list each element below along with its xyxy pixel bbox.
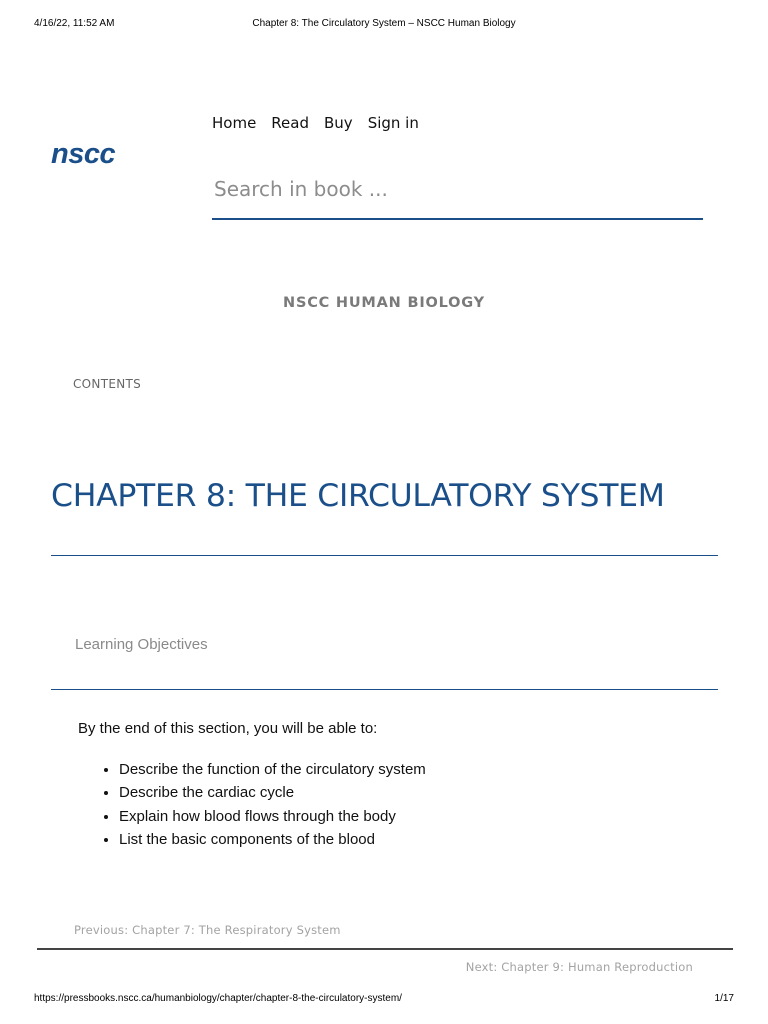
nav-sign-in-link[interactable]: Sign in [367, 114, 419, 132]
print-page-number: 1/17 [714, 993, 734, 1004]
chapter-title: CHAPTER 8: THE CIRCULATORY SYSTEM [51, 478, 665, 514]
list-item: • List the basic components of the blood [119, 828, 426, 851]
print-date: 4/16/22, 11:52 AM [34, 18, 115, 29]
next-chapter-link[interactable]: Next: Chapter 9: Human Reproduction [465, 960, 693, 974]
learning-objectives-list [100, 758, 426, 851]
contents-toggle[interactable]: CONTENTS [73, 377, 142, 391]
learning-objectives-intro: By the end of this section, you will be able to: [78, 720, 378, 737]
nav-home-link[interactable]: Home [212, 114, 257, 132]
nav-read-link[interactable]: Read [271, 114, 309, 132]
list-item: • Describe the cardiac cycle [119, 781, 426, 804]
print-url: https://pressbooks.nscc.ca/humanbiology/chapter/chapter-8-the-circulatory-system/ [34, 993, 402, 1004]
nav-buy-link[interactable]: Buy [324, 114, 353, 132]
primary-nav [212, 114, 434, 132]
list-item: • Explain how blood flows through the body [119, 805, 426, 828]
learning-objectives-heading: Learning Objectives [75, 636, 208, 653]
nscc-logo[interactable]: nscc [51, 138, 116, 170]
learning-objectives-divider [51, 689, 718, 690]
footer-divider [37, 948, 733, 950]
previous-chapter-link[interactable]: Previous: Chapter 7: The Respiratory System [74, 923, 341, 937]
search-box [212, 160, 703, 220]
chapter-title-divider [51, 555, 718, 556]
search-input[interactable] [212, 160, 703, 218]
print-page-title: Chapter 8: The Circulatory System – NSCC Human Biology [252, 18, 516, 29]
list-item: • Describe the function of the circulatory system [119, 758, 426, 781]
book-title[interactable]: NSCC HUMAN BIOLOGY [283, 295, 485, 311]
